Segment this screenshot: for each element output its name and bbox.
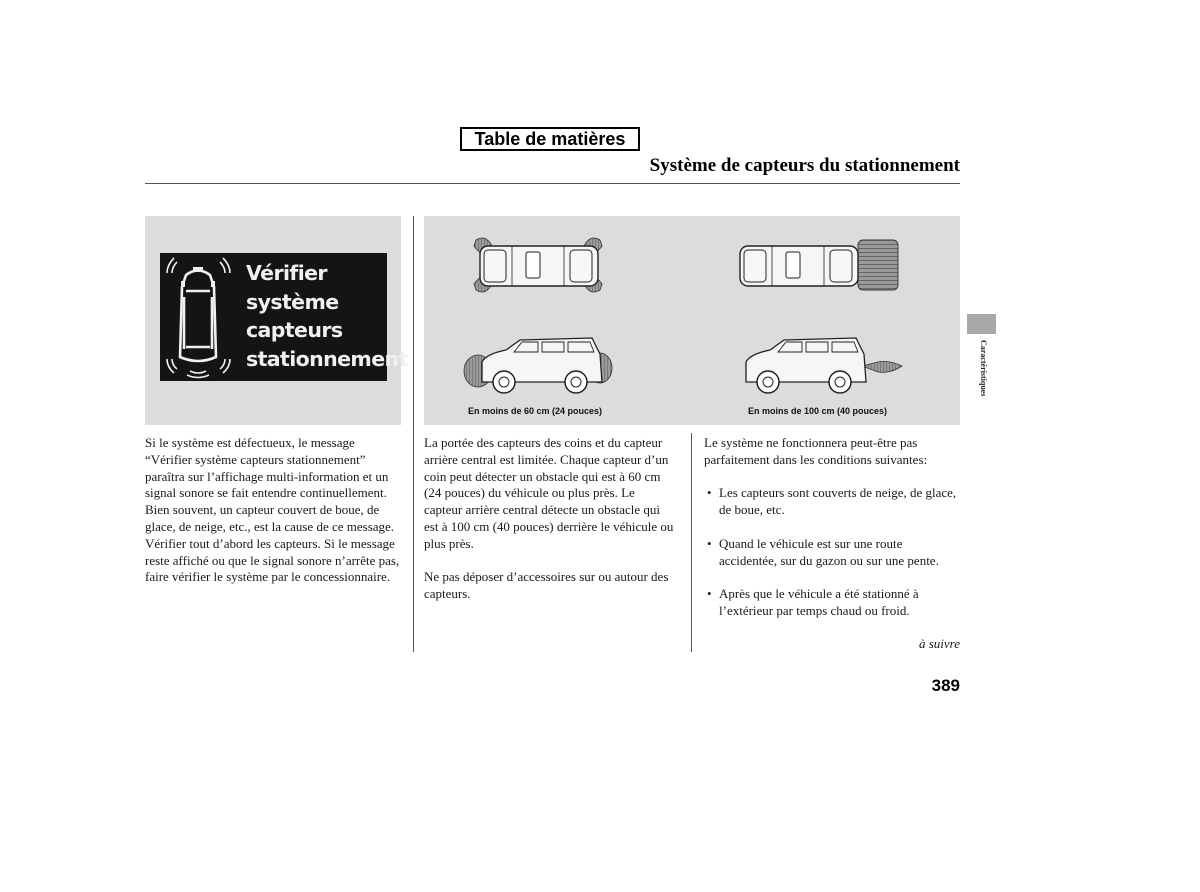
corner-sensor-side-view [464,338,612,393]
section-tab[interactable] [967,314,996,334]
paragraph: Si le système est défectueux, le message “Vérifier système capteurs stationnement” paraîtra sur l’affichage multi-information et un signal sonore se fait entendre continuellement. Bien souvent, un capteur couvert de boue, de glace, de neige, etc., est la cause de ce message. Vérifier tout d’abord les capteurs. Si le message reste affiché ou que le signal sonore n’arrête pas, faire vérifier le système par le concessionnaire. [145,435,400,585]
section-label: Caractéristiques [979,340,988,397]
corner-sensor-top-view [474,238,602,292]
column-2 [424,435,676,603]
continued-note: à suivre [918,636,960,651]
list-item: • Après que le véhicule a été stationné à l’extérieur par temps chaud ou froid. [704,586,960,620]
display-line: système [246,289,339,314]
column-3 [704,435,960,637]
column-divider [691,433,692,652]
sensor-range-illustration-panel [424,216,960,425]
conditions-list [704,485,960,619]
display-line: stationnement [246,346,408,371]
display-line: Vérifier [246,261,327,285]
column-1 [145,435,403,586]
paragraph: Le système ne fonctionnera peut-être pas parfaitement dans les conditions suivantes: [704,435,928,467]
vehicle-sensor-icon [160,253,244,381]
display-line: capteurs [246,318,343,342]
sensor-range-diagram [424,216,960,401]
list-item: • Les capteurs sont couverts de neige, de glace, de boue, etc. [704,485,960,519]
table-of-contents-button[interactable]: Table de matières [460,127,640,151]
figure-caption-rear: En moins de 100 cm (40 pouces) [748,406,888,416]
paragraph: La portée des capteurs des coins et du capteur arrière central est limitée. Chaque capteur d’un coin peut détecter un obstacle qui est à 60 cm (24 pouces) du véhicule ou plus près. Le capteur arrière central détecte un obstacle qui est à 100 cm (40 pouces) derrière le véhicule ou plus près. [424,435,674,551]
multi-information-display [160,253,408,381]
column-divider [413,216,414,652]
rear-sensor-side-view [746,338,902,393]
page-title: Système de capteurs du stationnement [649,155,960,176]
list-item: • Quand le véhicule est sur une route accidentée, sur du gazon ou sur une pente. [704,536,960,570]
rear-sensor-top-view [740,240,898,290]
figure-caption-corner: En moins de 60 cm (24 pouces) [468,406,603,416]
display-warning-message [246,259,408,373]
page-number: 389 [931,676,960,695]
header-divider [145,183,960,184]
paragraph: Ne pas déposer d’accessoires sur ou autour des capteurs. [424,569,669,602]
